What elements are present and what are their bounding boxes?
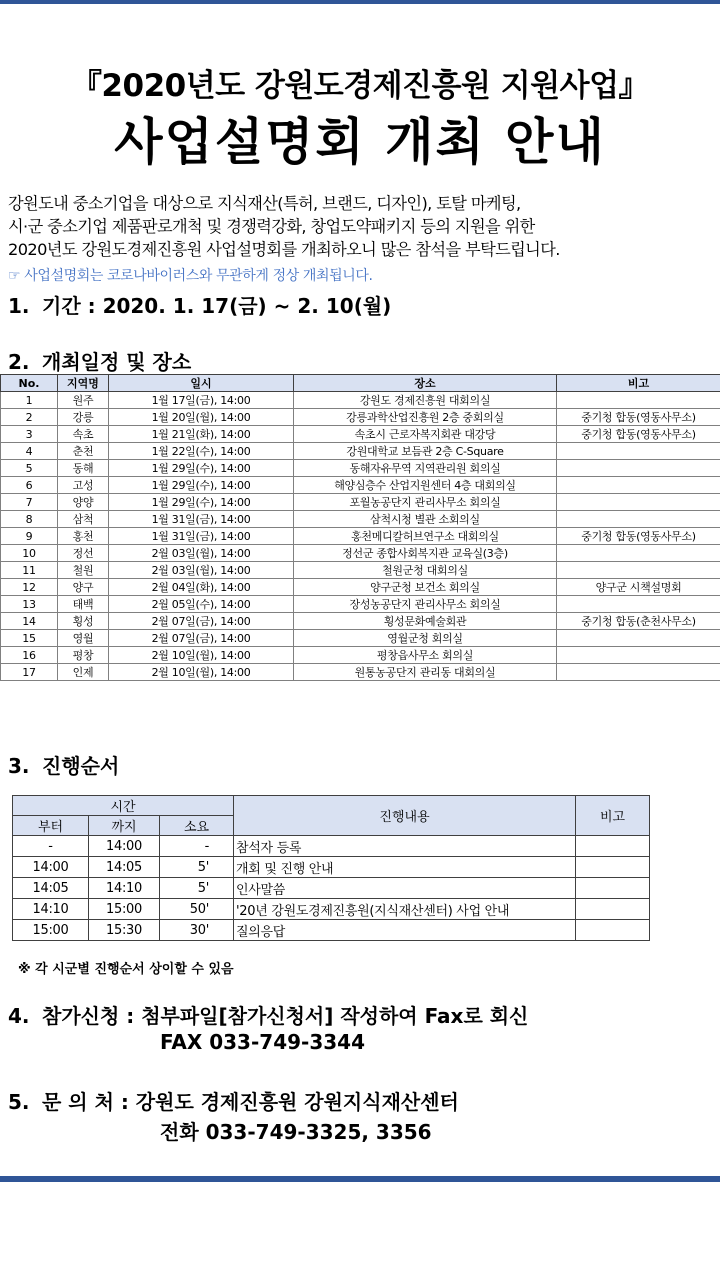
row-region: 철원 xyxy=(58,562,109,579)
section-label: 문 의 처 : 강원도 경제진흥원 강원지식재산센터 xyxy=(42,1090,459,1114)
row-place: 삼척시청 별관 소회의실 xyxy=(294,511,557,528)
row-to: 15:30 xyxy=(89,920,160,941)
table-row xyxy=(1,579,720,596)
fax-number: FAX 033-749-3344 xyxy=(160,1030,365,1054)
table-row xyxy=(13,857,650,878)
row-remark xyxy=(557,562,720,579)
row-content: 인사말씀 xyxy=(234,878,576,899)
row-datetime: 1월 29일(수), 14:00 xyxy=(109,460,294,477)
row-no: 12 xyxy=(1,579,58,596)
row-from: - xyxy=(13,836,89,857)
header-remark: 비고 xyxy=(557,375,720,392)
schedule-table xyxy=(0,374,720,681)
row-remark: 중기청 합동(영동사무소) xyxy=(557,409,720,426)
row-place: 해양심층수 산업지원센터 4층 대회의실 xyxy=(294,477,557,494)
row-no: 10 xyxy=(1,545,58,562)
row-remark xyxy=(557,511,720,528)
row-from: 14:00 xyxy=(13,857,89,878)
row-place: 속초시 근로자복지회관 대강당 xyxy=(294,426,557,443)
table-row xyxy=(1,545,720,562)
row-datetime: 1월 21일(화), 14:00 xyxy=(109,426,294,443)
title-line-1: 『2020년도 강원도경제진흥원 지원사업』 xyxy=(70,68,650,104)
row-no: 3 xyxy=(1,426,58,443)
notice-text: ☞ 사업설명회는 코로나바이러스와 무관하게 정상 개최됩니다. xyxy=(8,268,373,284)
table-row xyxy=(1,477,720,494)
row-remark xyxy=(557,443,720,460)
row-remark xyxy=(557,647,720,664)
row-datetime: 2월 03일(월), 14:00 xyxy=(109,545,294,562)
row-no: 7 xyxy=(1,494,58,511)
section-label: 개최일정 및 장소 xyxy=(42,350,192,374)
row-remark: 중기청 합동(영동사무소) xyxy=(557,426,720,443)
row-no: 13 xyxy=(1,596,58,613)
row-region: 횡성 xyxy=(58,613,109,630)
row-datetime: 1월 17일(금), 14:00 xyxy=(109,392,294,409)
row-note xyxy=(576,878,650,899)
row-duration: 30' xyxy=(160,920,234,941)
row-content: 참석자 등록 xyxy=(234,836,576,857)
table-row xyxy=(1,392,720,409)
header-from: 부터 xyxy=(13,816,89,836)
table-row xyxy=(1,647,720,664)
row-datetime: 1월 31일(금), 14:00 xyxy=(109,528,294,545)
table-row xyxy=(1,460,720,477)
table-row xyxy=(1,562,720,579)
table-row xyxy=(1,596,720,613)
row-place: 강원도 경제진흥원 대회의실 xyxy=(294,392,557,409)
table-row xyxy=(13,920,650,941)
row-place: 철원군청 대회의실 xyxy=(294,562,557,579)
table-row xyxy=(1,409,720,426)
header-datetime: 일시 xyxy=(109,375,294,392)
row-from: 14:10 xyxy=(13,899,89,920)
section-number: 5. xyxy=(8,1090,30,1114)
row-note xyxy=(576,920,650,941)
table-row xyxy=(13,836,650,857)
row-no: 9 xyxy=(1,528,58,545)
row-no: 6 xyxy=(1,477,58,494)
section-label: 기간 : 2020. 1. 17(금) ~ 2. 10(월) xyxy=(42,294,392,318)
row-content: '20년 강원도경제진흥원(지식재산센터) 사업 안내 xyxy=(234,899,576,920)
row-datetime: 1월 22일(수), 14:00 xyxy=(109,443,294,460)
row-to: 14:00 xyxy=(89,836,160,857)
row-region: 홍천 xyxy=(58,528,109,545)
table-row xyxy=(1,630,720,647)
row-remark xyxy=(557,664,720,681)
section-label: 진행순서 xyxy=(42,754,120,778)
row-region: 태백 xyxy=(58,596,109,613)
bottom-accent-bar xyxy=(0,1176,720,1182)
row-duration: 5' xyxy=(160,878,234,899)
section-number: 2. xyxy=(8,350,30,374)
table-row xyxy=(1,443,720,460)
row-region: 양양 xyxy=(58,494,109,511)
section-number: 1. xyxy=(8,294,30,318)
schedule-header-row xyxy=(1,375,720,392)
row-duration: - xyxy=(160,836,234,857)
row-region: 평창 xyxy=(58,647,109,664)
intro-line: 강원도내 중소기업을 대상으로 지식재산(특허, 브랜드, 디자인), 토탈 마케팅, xyxy=(8,194,521,213)
row-region: 인제 xyxy=(58,664,109,681)
row-no: 16 xyxy=(1,647,58,664)
row-note xyxy=(576,857,650,878)
header-to: 까지 xyxy=(89,816,160,836)
table-row xyxy=(1,613,720,630)
row-region: 강릉 xyxy=(58,409,109,426)
row-region: 정선 xyxy=(58,545,109,562)
row-content: 질의응답 xyxy=(234,920,576,941)
table-row xyxy=(13,878,650,899)
intro-line: 2020년도 강원도경제진흥원 사업설명회를 개최하오니 많은 참석을 부탁드립니다. xyxy=(8,240,560,259)
row-place: 원통농공단지 관리동 대회의실 xyxy=(294,664,557,681)
section-program xyxy=(8,750,119,779)
row-region: 동해 xyxy=(58,460,109,477)
program-table xyxy=(12,795,650,941)
row-place: 횡성문화예술회관 xyxy=(294,613,557,630)
row-no: 17 xyxy=(1,664,58,681)
section-label: 참가신청 : 첨부파일[참가신청서] 작성하여 Fax로 회신 xyxy=(42,1004,529,1028)
page-title: 사업설명회 개최 안내 xyxy=(114,113,606,171)
row-datetime: 1월 20일(월), 14:00 xyxy=(109,409,294,426)
row-no: 14 xyxy=(1,613,58,630)
row-to: 14:05 xyxy=(89,857,160,878)
row-region: 영월 xyxy=(58,630,109,647)
row-region: 삼척 xyxy=(58,511,109,528)
row-region: 속초 xyxy=(58,426,109,443)
row-remark xyxy=(557,630,720,647)
row-no: 4 xyxy=(1,443,58,460)
row-datetime: 1월 29일(수), 14:00 xyxy=(109,477,294,494)
section-number: 3. xyxy=(8,754,30,778)
header-content: 진행내용 xyxy=(234,796,576,836)
header-duration: 소요 xyxy=(160,816,234,836)
table-row xyxy=(1,528,720,545)
row-from: 15:00 xyxy=(13,920,89,941)
row-place: 강릉과학산업진흥원 2층 중회의실 xyxy=(294,409,557,426)
table-row xyxy=(1,511,720,528)
row-to: 14:10 xyxy=(89,878,160,899)
row-content: 개회 및 진행 안내 xyxy=(234,857,576,878)
header-time: 시간 xyxy=(13,796,234,816)
row-datetime: 2월 07일(금), 14:00 xyxy=(109,613,294,630)
row-place: 영월군청 회의실 xyxy=(294,630,557,647)
top-accent-bar xyxy=(0,0,720,4)
header-region: 지역명 xyxy=(58,375,109,392)
row-remark xyxy=(557,392,720,409)
row-no: 15 xyxy=(1,630,58,647)
row-datetime: 2월 10일(월), 14:00 xyxy=(109,647,294,664)
section-schedule xyxy=(8,346,191,375)
row-to: 15:00 xyxy=(89,899,160,920)
row-datetime: 2월 03일(월), 14:00 xyxy=(109,562,294,579)
row-datetime: 2월 10일(월), 14:00 xyxy=(109,664,294,681)
row-remark xyxy=(557,494,720,511)
row-place: 동해자유무역 지역관리원 회의실 xyxy=(294,460,557,477)
row-remark xyxy=(557,460,720,477)
row-from: 14:05 xyxy=(13,878,89,899)
header-no: No. xyxy=(1,375,58,392)
header-note: 비고 xyxy=(576,796,650,836)
intro-paragraph xyxy=(8,192,718,261)
row-place: 평창읍사무소 회의실 xyxy=(294,647,557,664)
row-region: 고성 xyxy=(58,477,109,494)
section-period xyxy=(8,290,391,319)
row-place: 정선군 종합사회복지관 교육실(3층) xyxy=(294,545,557,562)
table-row xyxy=(13,899,650,920)
row-remark: 중기청 합동(영동사무소) xyxy=(557,528,720,545)
row-no: 2 xyxy=(1,409,58,426)
program-header-row xyxy=(13,796,650,816)
header-place: 장소 xyxy=(294,375,557,392)
row-datetime: 2월 04일(화), 14:00 xyxy=(109,579,294,596)
row-no: 11 xyxy=(1,562,58,579)
row-remark: 양구군 시책설명회 xyxy=(557,579,720,596)
table-row xyxy=(1,664,720,681)
row-place: 장성농공단지 관리사무소 회의실 xyxy=(294,596,557,613)
row-region: 원주 xyxy=(58,392,109,409)
row-no: 1 xyxy=(1,392,58,409)
program-footnote: ※ 각 시군별 진행순서 상이할 수 있음 xyxy=(18,962,234,977)
row-place: 양구군청 보건소 회의실 xyxy=(294,579,557,596)
table-row xyxy=(1,426,720,443)
section-contact xyxy=(8,1086,459,1115)
section-application xyxy=(8,1000,528,1029)
row-remark xyxy=(557,545,720,562)
row-region: 춘천 xyxy=(58,443,109,460)
row-place: 강원대학교 보듬관 2층 C-Square xyxy=(294,443,557,460)
row-no: 8 xyxy=(1,511,58,528)
row-datetime: 1월 29일(수), 14:00 xyxy=(109,494,294,511)
phone-number: 전화 033-749-3325, 3356 xyxy=(160,1120,432,1144)
row-place: 포월농공단지 관리사무소 회의실 xyxy=(294,494,557,511)
row-duration: 50' xyxy=(160,899,234,920)
row-remark xyxy=(557,477,720,494)
row-no: 5 xyxy=(1,460,58,477)
row-remark xyxy=(557,596,720,613)
row-datetime: 1월 31일(금), 14:00 xyxy=(109,511,294,528)
row-region: 양구 xyxy=(58,579,109,596)
row-datetime: 2월 05일(수), 14:00 xyxy=(109,596,294,613)
row-note xyxy=(576,836,650,857)
table-row xyxy=(1,494,720,511)
row-datetime: 2월 07일(금), 14:00 xyxy=(109,630,294,647)
row-duration: 5' xyxy=(160,857,234,878)
row-note xyxy=(576,899,650,920)
row-place: 홍천메디칼허브연구소 대회의실 xyxy=(294,528,557,545)
intro-line: 시·군 중소기업 제품판로개척 및 경쟁력강화, 창업도약패키지 등의 지원을 위한 xyxy=(8,217,535,236)
section-number: 4. xyxy=(8,1004,30,1028)
row-remark: 중기청 합동(춘천사무소) xyxy=(557,613,720,630)
